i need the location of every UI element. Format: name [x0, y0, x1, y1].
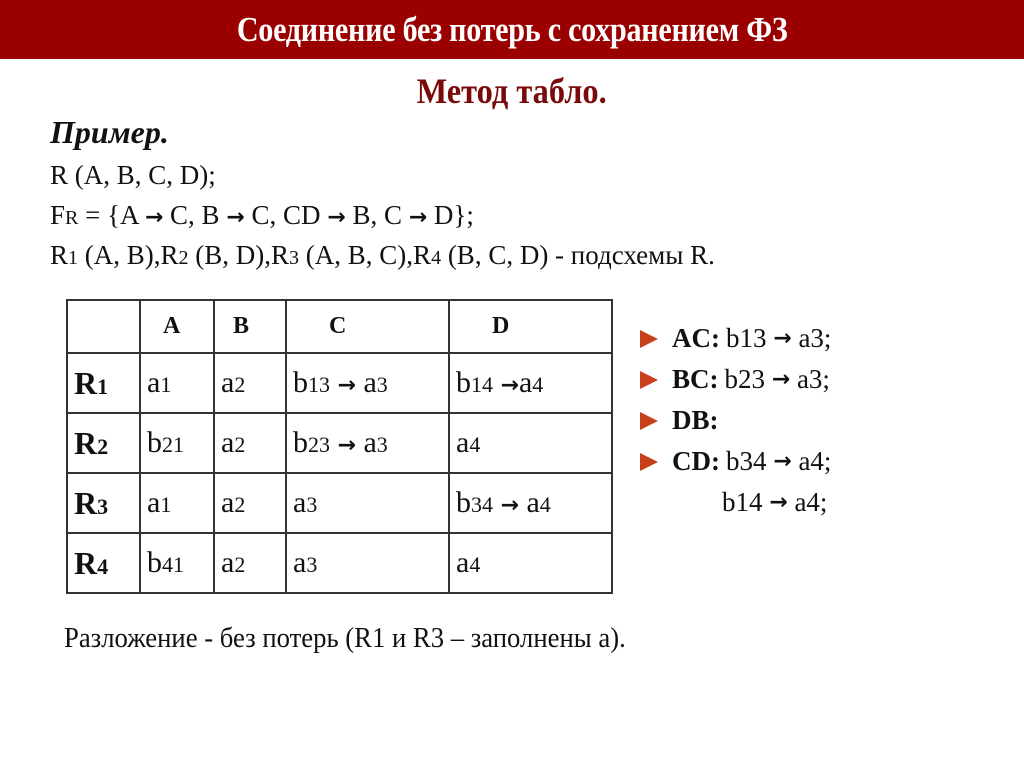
column-header	[67, 300, 140, 353]
arrowhead-bullet-icon	[640, 412, 658, 430]
row-label: R3	[67, 473, 140, 533]
rule-to: a3;	[798, 323, 832, 353]
arrow-right-icon: →	[408, 205, 428, 230]
table-row	[67, 413, 612, 473]
slide-title: Соединение без потерь с сохранением ФЗ	[236, 9, 788, 49]
subschema-attrs: (B, D),	[188, 240, 272, 270]
table-row	[67, 353, 612, 413]
table-cell: a3	[286, 533, 449, 593]
list-item	[640, 318, 831, 359]
fd-subscript: R	[65, 207, 79, 229]
fd-text: C, B	[163, 200, 227, 230]
subschema-index: 1	[68, 247, 79, 269]
arrow-right-icon: →	[773, 326, 792, 351]
table-cell: b41	[140, 533, 214, 593]
table-cell: a1	[140, 353, 214, 413]
arrow-right-icon: →	[773, 449, 792, 474]
fd-key: BC:	[672, 364, 719, 394]
list-item-continuation	[640, 482, 831, 523]
subschema-name: R	[413, 240, 432, 270]
subschema-name: R	[271, 240, 290, 270]
rule-to: a3;	[796, 364, 830, 394]
table-cell: a1	[140, 473, 214, 533]
table-cell: a3	[286, 473, 449, 533]
row-label: R4	[67, 533, 140, 593]
fd-key: DB:	[672, 405, 719, 435]
table-cell: a4	[449, 413, 612, 473]
table-cell: b21	[140, 413, 214, 473]
list-item	[640, 441, 831, 482]
arrow-right-icon: →	[144, 205, 164, 230]
arrow-right-icon: →	[327, 205, 346, 230]
table-cell: a4	[449, 533, 612, 593]
fd-text: = {A	[78, 200, 145, 230]
table-cell: b23 → a3	[286, 413, 449, 473]
rule-from: b34	[726, 446, 767, 476]
table-cell: a2	[214, 413, 286, 473]
example-label: Пример.	[50, 114, 169, 150]
subtitle-text: Метод табло.	[416, 71, 608, 111]
list-item	[640, 359, 831, 400]
subschema-index: 4	[431, 247, 442, 269]
table-cell: a2	[214, 353, 286, 413]
conclusion-text: Разложение - без потерь (R1 и R3 – заполнены а).	[64, 622, 626, 654]
subschemas-definition	[50, 240, 715, 271]
table-cell: a2	[214, 473, 286, 533]
subschema-attrs: (B, C, D) - подсхемы R.	[441, 240, 715, 270]
arrow-right-icon: →	[769, 490, 788, 515]
subschema-attrs: (A, B, C),	[299, 240, 414, 270]
slide-header	[0, 0, 1024, 59]
fd-key: CD:	[672, 446, 720, 476]
arrowhead-bullet-icon	[640, 453, 658, 471]
fd-text: C, CD	[244, 200, 328, 230]
column-header: B	[214, 300, 286, 353]
arrow-right-icon: →	[500, 493, 519, 518]
fd-application-list	[640, 318, 831, 523]
table-cell: b34 → a4	[449, 473, 612, 533]
arrow-right-icon: →	[337, 433, 356, 458]
subschema-index: 2	[178, 247, 189, 269]
row-label: R1	[67, 353, 140, 413]
fd-text: B, C	[345, 200, 409, 230]
table-row	[67, 473, 612, 533]
arrow-right-icon: →	[226, 205, 245, 230]
fd-text: D};	[427, 200, 474, 230]
column-header: C	[286, 300, 449, 353]
table-cell: a2	[214, 533, 286, 593]
column-header: D	[449, 300, 612, 353]
subschema-name: R	[50, 240, 69, 270]
rule-to: a4;	[798, 446, 832, 476]
functional-dependencies	[50, 200, 474, 231]
table-cell: b14 →a4	[449, 353, 612, 413]
arrowhead-bullet-icon	[640, 330, 658, 348]
tableau-table	[66, 299, 613, 594]
table-header-row	[67, 300, 612, 353]
table-row	[67, 533, 612, 593]
relation-definition: R (A, B, C, D);	[50, 160, 216, 190]
slide-subtitle	[0, 70, 1024, 112]
rule-from: b23	[724, 364, 765, 394]
arrow-right-icon: →	[771, 367, 791, 392]
list-item	[640, 400, 831, 441]
arrow-right-icon: →	[337, 373, 356, 398]
table-cell: b13 → a3	[286, 353, 449, 413]
column-header: A	[140, 300, 214, 353]
subschema-index: 3	[289, 247, 300, 269]
row-label: R2	[67, 413, 140, 473]
subschema-name: R	[160, 240, 179, 270]
arrowhead-bullet-icon	[640, 371, 658, 389]
subschema-attrs: (A, B),	[78, 240, 161, 270]
arrow-right-icon: →	[500, 373, 519, 398]
rule-from: b13	[726, 323, 767, 353]
rule-to: a4;	[794, 487, 828, 517]
rule-from: b14	[722, 487, 763, 517]
fd-prefix: F	[50, 200, 66, 230]
fd-key: AC:	[672, 323, 720, 353]
